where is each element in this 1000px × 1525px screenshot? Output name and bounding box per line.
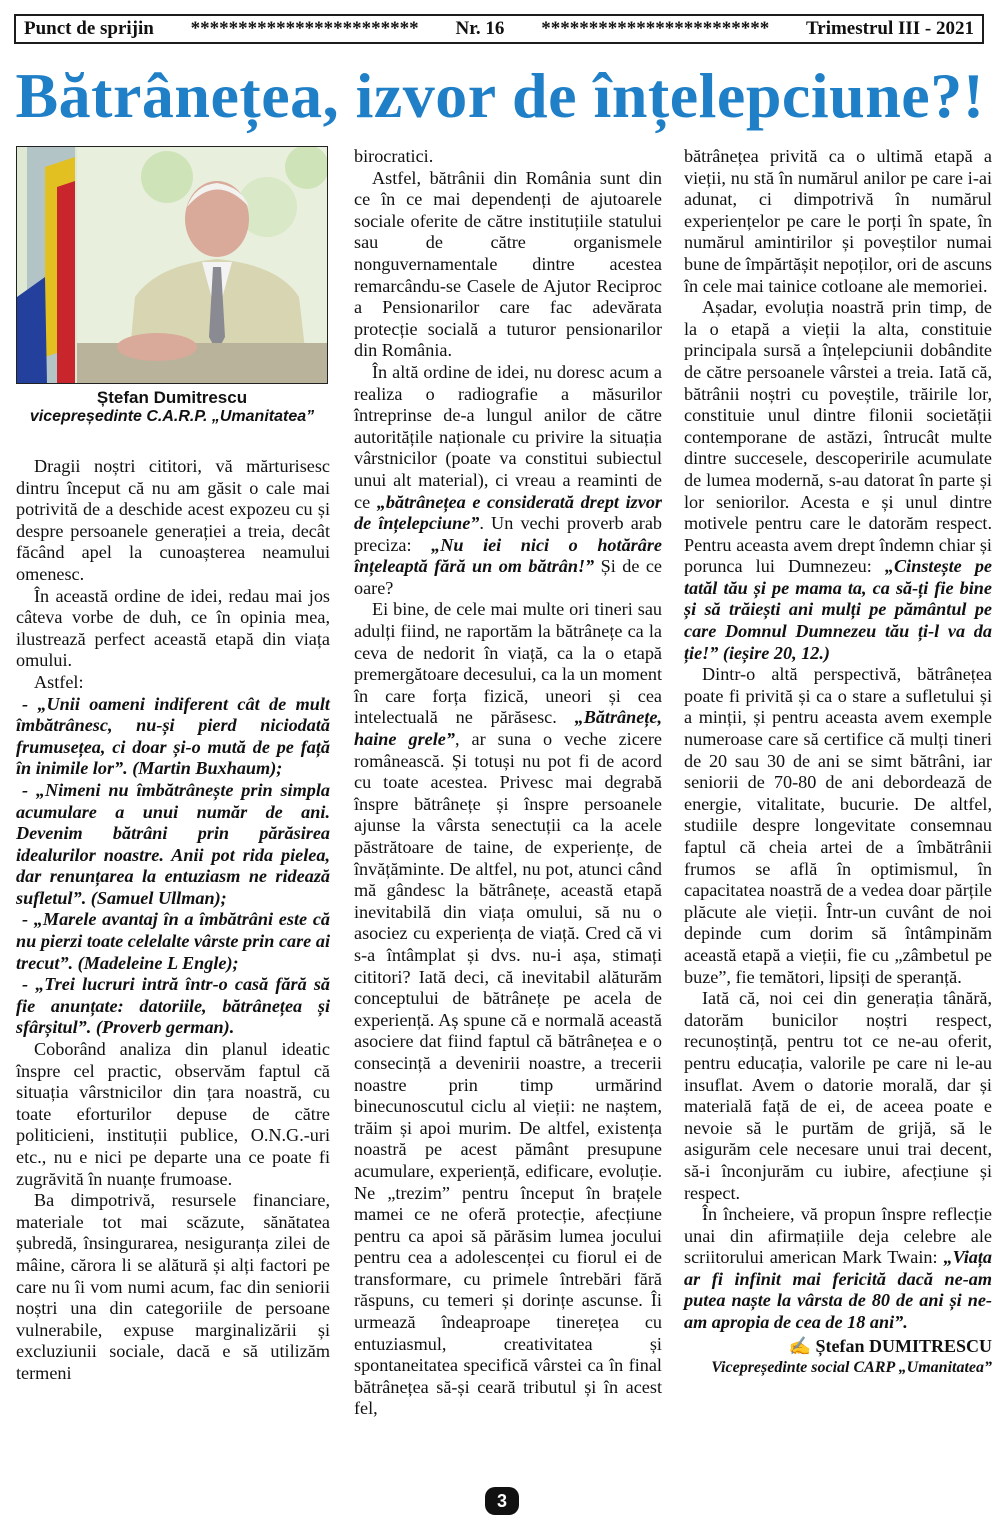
column-3 bbox=[684, 146, 992, 1379]
paragraph: birocratici. bbox=[354, 146, 434, 166]
signature bbox=[684, 1336, 992, 1358]
paragraph bbox=[684, 1204, 992, 1334]
paragraph: Dragii noștri cititori, vă mărturisesc dintru început că nu am găsit o cale mai potrivită de a deschide acest expozeu cu și despre persoanele generației a treia, decât făcând apel la cunoașterea neamului omenesc. bbox=[16, 456, 330, 584]
text-span: Și de ce oare? bbox=[354, 556, 663, 598]
paragraph: Astfel, bătrânii din România sunt din ce în ce mai dependenți de ajutoarele sociale oferite de către instituțiile statului sau de către organismele nonguvernamentale dintre acestea remarcându-se Casele de Ajutor Reciproc a Pensionarilor care fac adevărata protecție socială a tuturor pensionarilor din România. bbox=[354, 167, 662, 361]
paragraph: Dintr-o altă perspectivă, bătrânețea poate fi privită și ca o stare a sufletului și a minții, și pentru aceasta avem exemple numeroase care să certifice că mulți tineri de 20 sau 30 de ani se simt bătrâni, iar seniorii de 70-80 de ani debordează de energie, vitalitate, bucurie. De altfel, studiile despre longevitate consemnau faptul că cheia artei de a îmbătrânii frumos se află în optimismul, în capacitatea noastră de a vedea doar părțile plăcute ale vieții. Într-un cuvânt de noi depinde cum dorim să întâmpinăm această etapă a vieții, fie cu „zâmbetul pe buze”, fie temători, lipsiți de speranță. bbox=[684, 664, 992, 987]
text-span: , ar suna o veche zicere românească. Și totuși nu pot fi de acord cu toate acestea. Privesc mai degrabă înspre bătrânețe și înspre persoanele ajunse la vârsta senectuții ca la acele păstrătoare de taine, de experiențe, de învățăminte. De altfel, nu pot, atunci când mă gândesc la bătrânețe, această etapă inevitabilă din viața omului, să nu o asociez cu experiența de viață. Cred că vi s-a întâmplat și dvs. nu-i așa, stimați cititori? Iată deci, că inevitabil alăturăm conceptului de bătrânețe pe acela de experiență. Aș spune că e normală această asociere dat fiind faptul că bătrânețea e o consecință a devenirii noastre, a trecerii noastre prin timp urmărind binecunoscutul ciclu al vieții: ne naștem, trăim și apoi murim. De altfel, existența noastră pe acest pământ presupune acumulare, experiență, edificare, evoluție. Ne „trezim” pentru început în brațele mamei ce ne oferă protecție, afecțiune pentru ca apoi să părăsim lumea jocului pentru cea a adolescenței cu fiorul ei de transformare, cu primele întrebări fără răspuns, cu temeri și dorințe ascunse. Îi urmează îndeaproape tinerețea cu entuziasmul, creativitatea și spontaneitatea specifică vârstei ca în final bătrânețea să-și ceară tributul și în acest fel, bbox=[354, 729, 662, 1419]
text-span: Așadar, evoluția noastră prin timp, de la o etapă a vieții la alta, constituie principala sursă a înțelepciunii dobândite de către persoanele vârstei a treia. Iată că, bătrânii noștri cu poveștile, trăirile lor, constituie unul dintre filonii societății contemporane de astăzi, întrucât multe dintre succesele, descoperirile acumulate de lumea modernă, s-au datorat în parte și lor seniorilor. Acesta e și unul dintre motivele pentru care le datorăm respect. Pentru aceasta avem drept îndemn chiar și porunca lui Dumnezeu: bbox=[684, 297, 992, 577]
photo-caption bbox=[16, 388, 328, 426]
paragraph: Coborând analiza din planul ideatic înspre cel practic, observăm faptul că situația vârstnicilor din țara noastră, cu toate eforturilor depuse de către politicieni, instituții publice, O.N.G.-uri etc., nu e nici pe departe una ce poate fi zugrăvită în nuanțe frumoase. bbox=[16, 1039, 330, 1189]
emphasis-quote: „Bătrânețe, haine grele” bbox=[354, 707, 662, 750]
paragraph bbox=[354, 362, 662, 600]
stars-divider-left: ************************ bbox=[190, 18, 419, 39]
stars-divider-right: ************************ bbox=[541, 18, 770, 39]
text-span: În încheiere, vă propun înspre reflecție unai din afirmațiile deja celebre ale scriitorului american Mark Twain: bbox=[684, 1204, 992, 1268]
column-1 bbox=[16, 456, 330, 1385]
page-number: 3 bbox=[485, 1487, 519, 1515]
emphasis-quote: „bătrânețea e considerată drept izvor de înțelepciune” bbox=[354, 491, 662, 534]
paragraph bbox=[354, 599, 662, 1420]
text-span: În altă ordine de idei, nu doresc acum a realiza o radiografie a măsurilor întreprinse de-a lungul anilor de către autoritățile naționale cu privire la situația vârstnicilor (poate va constitui subiectul unui alt material), ci vreau a reaminti de ce bbox=[354, 361, 662, 512]
paragraph: Astfel: bbox=[34, 671, 84, 692]
paragraph: Iată că, noi cei din generația tânără, datorăm bunicilor noștri respect, recunoștință, pentru tot ce ne-au oferit, pentru educația, valorile pe care ni le-au insuflat. Avem o datorie morală, dar și materială față de ei, de aceea poate e nevoie să le purtăm de grijă, să le asigurăm cele necesare unui trai decent, să-i înconjurăm cu iubire, afecțiune și respect. bbox=[684, 988, 992, 1203]
signature-role: Vicepreședinte social CARP „Umanitatea” bbox=[711, 1359, 992, 1377]
issue-quarter: Trimestrul III - 2021 bbox=[806, 18, 974, 39]
quote: - „Unii oameni indiferent cât de mult îmbătrânesc, nu-și pierd niciodată frumusețea, ci doar și-o mută de pe față în inimile lor”. (Martin Buxhaum); bbox=[16, 693, 330, 779]
emphasis-quote: „Viața ar fi infinit mai fericită dacă ne-am putea naște la vârsta de 80 de ani și ne-am apropia de cea de 18 ani”. bbox=[684, 1247, 992, 1333]
column-2 bbox=[354, 146, 662, 1420]
signature-name: Ștefan DUMITRESCU bbox=[815, 1335, 992, 1356]
paragraph: bătrânețea privită ca o ultimă etapă a vieții, nu stă în numărul anilor pe care i-ai adunat, ci dimpotrivă în numărul experiențelor pe care le porți în spate, în numărul amintirilor și poveștilor numai bune de împărtășit nepoților, ori de ascuns în cele mai tainice cotloane ale memoriei. bbox=[684, 146, 992, 296]
paragraph: În această ordine de idei, redau mai jos câteva vorbe de duh, ce în opinia mea, ilustrează perfect această etapă din viața omului. bbox=[16, 585, 330, 671]
author-portrait-illustration bbox=[17, 147, 327, 383]
caption-name: Ștefan Dumitrescu bbox=[96, 388, 248, 407]
quote: - „Nimeni nu îmbătrânește prin simpla acumulare a unui număr de ani. Devenim bătrâni prin părăsirea idealurilor noastre. Anii pot rida pielea, dar renunțarea la entuziasm ne ridează sufletul”. (Samuel Ullman); bbox=[16, 779, 330, 908]
text-span: Ei bine, de cele mai multe ori tineri sau adulți fiind, ne raportăm la bătrânețe ca la ceva de nedorit în viață, ca la o etapă premergătoare decesului, ca la un moment în care forța fizică, uneori și cea intelectuală ne părăsesc. bbox=[354, 599, 662, 728]
text-span: . Un vechi proverb arab precizа: bbox=[354, 513, 662, 555]
paragraph: Ba dimpotrivă, resursele financiare, materiale tot mai scăzute, sănătatea șubredă, însingurarea, nesiguranța zilei de mâine, cărora li se alătură și alți factori pe care nu îi vom numi acum, fac din seniorii noștri una din categoriile de persoane vulnerabile, expuse marginalizării și excluziunii sociale, dacă e să utilizăm termeni bbox=[16, 1190, 330, 1383]
emphasis-quote: „Nu iei nici o hotărâre înțeleaptă fără un om bătrân!” bbox=[354, 534, 662, 577]
author-photo bbox=[16, 146, 328, 384]
article-title: Bătrânețea, izvor de înțelepciune?! bbox=[15, 60, 985, 131]
publication-name: Punct de sprijin bbox=[24, 18, 154, 39]
issue-number: Nr. 16 bbox=[455, 18, 505, 39]
quote: - „Marele avantaj în a îmbătrâni este că nu pierzi toate celelalte vârste prin care ai trecut”. (Madeleine L Engle); bbox=[16, 909, 330, 973]
quote: - „Trei lucruri intră într-o casă fără să fie anunțate: datoriile, bătrânețea și sfârșitul”. (Proverb german). bbox=[16, 974, 330, 1038]
pen-icon: ✍ bbox=[788, 1335, 816, 1356]
paragraph bbox=[684, 297, 992, 664]
emphasis-quote: „Cinstește pe tatăl tău și pe mama ta, ca să-ți fie bine și să trăiești ani mulți pe pământul pe care Domnul Dumnezeu tău ți-l va da ție!” (ieșire 20, 12.) bbox=[684, 556, 992, 663]
caption-role: vicepreședinte C.A.R.P. „Umanitatea” bbox=[29, 408, 315, 425]
masthead-bar bbox=[14, 14, 984, 44]
